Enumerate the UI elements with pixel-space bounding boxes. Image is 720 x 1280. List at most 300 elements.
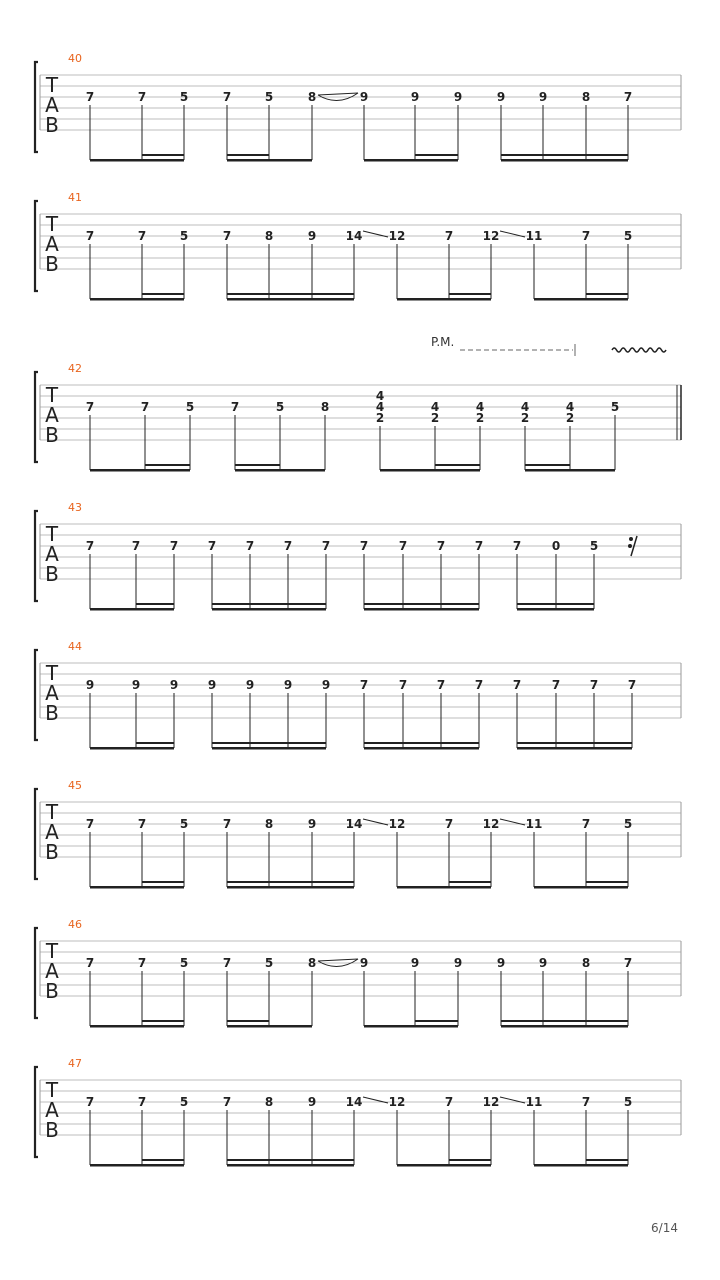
system-bracket <box>35 1067 38 1157</box>
note <box>360 539 368 609</box>
beam-primary <box>90 608 174 611</box>
note <box>265 229 273 299</box>
tab-clef-letter: A <box>45 232 59 256</box>
note <box>360 956 368 1026</box>
tab-clef-letter: T <box>45 800 59 824</box>
note <box>170 678 178 748</box>
tab-clef-letter: T <box>45 661 59 685</box>
fret-number: 9 <box>283 678 293 692</box>
beam-primary <box>90 1025 184 1028</box>
fret-number: 12 <box>388 229 406 243</box>
beam-secondary <box>501 154 628 156</box>
fret-number: 7 <box>512 539 522 553</box>
fret-number: 5 <box>264 90 274 104</box>
note <box>454 90 462 160</box>
beam-primary <box>212 747 326 750</box>
fret-number: 7 <box>137 956 147 970</box>
note <box>582 817 590 887</box>
note <box>624 229 632 299</box>
fret-number: 7 <box>137 90 147 104</box>
note <box>308 817 316 887</box>
fret-number: 7 <box>359 678 369 692</box>
fret-number: 7 <box>581 1095 591 1109</box>
beam-secondary <box>364 603 479 605</box>
fret-number: 7 <box>222 1095 232 1109</box>
note <box>360 678 368 748</box>
beam-primary <box>364 1025 458 1028</box>
note <box>308 229 316 299</box>
note <box>399 678 407 748</box>
beam-secondary <box>525 464 570 466</box>
note <box>284 678 292 748</box>
note <box>445 817 453 887</box>
fret-number: 4 <box>520 400 530 414</box>
fret-number: 5 <box>589 539 599 553</box>
note <box>180 90 188 160</box>
fret-number: 7 <box>444 817 454 831</box>
fret-number: 7 <box>222 956 232 970</box>
note <box>138 1095 146 1165</box>
note <box>276 400 284 470</box>
beam-secondary <box>449 881 491 883</box>
fret-number: 8 <box>264 1095 274 1109</box>
fret-number: 7 <box>589 678 599 692</box>
note <box>437 539 445 609</box>
note <box>138 229 146 299</box>
note <box>526 817 543 887</box>
fret-number: 4 <box>475 400 485 414</box>
fret-number: 5 <box>623 817 633 831</box>
tab-clef-letter: T <box>45 212 59 236</box>
fret-number: 7 <box>398 678 408 692</box>
tab-clef-letter: T <box>45 383 59 407</box>
tab-system-45 <box>35 779 681 889</box>
system-bracket <box>35 201 38 291</box>
beam-secondary <box>415 1020 458 1022</box>
beam-primary <box>90 886 184 889</box>
fret-number: 2 <box>565 411 575 425</box>
note <box>539 956 547 1026</box>
note <box>360 90 368 160</box>
fret-number: 7 <box>85 817 95 831</box>
note <box>526 1095 543 1165</box>
beam-secondary <box>227 1020 269 1022</box>
beam-primary <box>227 298 354 301</box>
fret-number: 5 <box>179 956 189 970</box>
tab-clef-letter: A <box>45 1098 59 1122</box>
note <box>265 817 273 887</box>
beam-primary <box>90 298 184 301</box>
measure-number: 41 <box>68 191 82 204</box>
fret-number: 5 <box>179 90 189 104</box>
beam-primary <box>517 608 594 611</box>
fret-number: 7 <box>85 539 95 553</box>
fret-number: 7 <box>444 229 454 243</box>
note <box>497 956 505 1026</box>
bend-line <box>318 93 358 95</box>
beam-primary <box>90 1164 184 1167</box>
tab-clef-letter: A <box>45 93 59 117</box>
note <box>411 956 419 1026</box>
note <box>223 956 231 1026</box>
beam-secondary <box>517 603 594 605</box>
fret-number: 7 <box>222 817 232 831</box>
rest-dot <box>629 537 633 541</box>
fret-number: 14 <box>345 817 363 831</box>
beam-primary <box>517 747 632 750</box>
tab-system-40 <box>35 52 681 162</box>
system-bracket <box>35 511 38 601</box>
fret-number: 7 <box>137 817 147 831</box>
tab-clef-letter: T <box>45 939 59 963</box>
beam-primary <box>534 1164 628 1167</box>
fret-number: 14 <box>345 229 363 243</box>
system-bracket <box>35 650 38 740</box>
note <box>483 817 525 887</box>
fret-number: 8 <box>320 400 330 414</box>
fret-number: 7 <box>222 229 232 243</box>
fret-number: 7 <box>623 956 633 970</box>
beam-secondary <box>142 154 184 156</box>
fret-number: 8 <box>264 229 274 243</box>
fret-number: 9 <box>169 678 179 692</box>
beam-primary <box>501 1025 628 1028</box>
fret-number: 14 <box>345 1095 363 1109</box>
note <box>566 400 574 470</box>
note <box>445 229 453 299</box>
beam-secondary <box>142 293 184 295</box>
note <box>582 956 590 1026</box>
fret-number: 5 <box>610 400 620 414</box>
measure-number: 43 <box>68 501 82 514</box>
note <box>582 90 590 160</box>
note <box>321 400 329 470</box>
beam-primary <box>397 298 491 301</box>
tab-clef-letter: T <box>45 1078 59 1102</box>
beam-primary <box>227 1164 354 1167</box>
note <box>389 229 406 299</box>
note <box>322 539 330 609</box>
measure-number: 45 <box>68 779 82 792</box>
fret-number: 7 <box>474 539 484 553</box>
beam-secondary <box>142 881 184 883</box>
tab-clef-letter: A <box>45 820 59 844</box>
tab-clef-letter: A <box>45 681 59 705</box>
beam-secondary <box>435 464 480 466</box>
tab-clef-letter: T <box>45 73 59 97</box>
note <box>389 1095 406 1165</box>
tab-clef-letter: T <box>45 522 59 546</box>
beam-primary <box>90 747 174 750</box>
tab-clef-letter: B <box>45 423 59 447</box>
palm-mute-label: P.M. <box>431 335 455 349</box>
tab-clef-letter: B <box>45 562 59 586</box>
beam-primary <box>364 747 479 750</box>
beam-secondary <box>227 1159 354 1161</box>
beam-primary <box>501 159 628 162</box>
note <box>475 678 483 748</box>
beam-secondary <box>212 603 326 605</box>
beam-primary <box>397 1164 491 1167</box>
beam-secondary <box>212 742 326 744</box>
tab-clef-letter: B <box>45 840 59 864</box>
fret-number: 7 <box>137 1095 147 1109</box>
measure-number: 47 <box>68 1057 82 1070</box>
note <box>590 678 598 748</box>
beam-primary <box>212 608 326 611</box>
beam-secondary <box>364 742 479 744</box>
fret-number: 7 <box>474 678 484 692</box>
fret-number: 9 <box>359 956 369 970</box>
note <box>513 678 521 748</box>
fret-number: 9 <box>131 678 141 692</box>
fret-number: 5 <box>185 400 195 414</box>
note <box>180 817 188 887</box>
note <box>223 229 231 299</box>
fret-number: 7 <box>551 678 561 692</box>
note <box>611 400 619 470</box>
fret-number: 9 <box>359 90 369 104</box>
note <box>582 229 590 299</box>
note <box>86 90 94 160</box>
fret-number: 12 <box>482 229 500 243</box>
fret-number: 5 <box>623 1095 633 1109</box>
fret-number: 5 <box>179 229 189 243</box>
fret-number: 7 <box>436 678 446 692</box>
fret-number: 5 <box>275 400 285 414</box>
note <box>475 539 483 609</box>
tab-system-44 <box>35 640 681 750</box>
beam-secondary <box>586 881 628 883</box>
fret-number: 7 <box>230 400 240 414</box>
beam-primary <box>534 886 628 889</box>
beam-primary <box>90 469 190 472</box>
note <box>138 90 146 160</box>
tab-clef-letter: A <box>45 403 59 427</box>
fret-number: 8 <box>581 956 591 970</box>
tab-clef-letter: B <box>45 113 59 137</box>
fret-number: 7 <box>140 400 150 414</box>
fret-number: 12 <box>388 817 406 831</box>
measure-number: 40 <box>68 52 82 65</box>
beam-primary <box>227 1025 312 1028</box>
note <box>86 539 94 609</box>
fret-number: 7 <box>321 539 331 553</box>
note <box>454 956 462 1026</box>
fret-number: 7 <box>85 229 95 243</box>
note <box>513 539 521 609</box>
note <box>265 90 273 160</box>
note <box>265 1095 273 1165</box>
note <box>138 956 146 1026</box>
tab-clef-letter: B <box>45 1118 59 1142</box>
fret-number: 9 <box>321 678 331 692</box>
fret-number: 11 <box>525 1095 543 1109</box>
note <box>223 90 231 160</box>
fret-number: 9 <box>85 678 95 692</box>
page-number: 6/14 <box>651 1221 678 1235</box>
fret-number: 9 <box>453 956 463 970</box>
system-bracket <box>35 928 38 1018</box>
note <box>308 956 358 1026</box>
beam-primary <box>235 469 325 472</box>
tab-clef-letter: B <box>45 701 59 725</box>
fret-number: 9 <box>538 956 548 970</box>
measure-number: 44 <box>68 640 82 653</box>
fret-number: 5 <box>179 1095 189 1109</box>
note <box>208 678 216 748</box>
fret-number: 7 <box>85 90 95 104</box>
fret-number: 5 <box>264 956 274 970</box>
beam-primary <box>397 886 491 889</box>
fret-number: 7 <box>436 539 446 553</box>
tab-clef-letter: A <box>45 542 59 566</box>
fret-number: 2 <box>430 411 440 425</box>
measure-number: 46 <box>68 918 82 931</box>
fret-number: 7 <box>169 539 179 553</box>
fret-number: 7 <box>444 1095 454 1109</box>
note <box>399 539 407 609</box>
beam-secondary <box>145 464 190 466</box>
fret-number: 8 <box>307 956 317 970</box>
beam-secondary <box>227 154 269 156</box>
note <box>346 229 388 299</box>
fret-number: 7 <box>85 400 95 414</box>
fret-number: 7 <box>245 539 255 553</box>
note <box>483 229 525 299</box>
fret-number: 4 <box>375 400 385 414</box>
beam-secondary <box>586 293 628 295</box>
fret-number: 7 <box>512 678 522 692</box>
system-bracket <box>35 789 38 879</box>
note <box>411 90 419 160</box>
fret-number: 12 <box>482 1095 500 1109</box>
note <box>552 539 560 609</box>
tab-system-42 <box>35 335 681 472</box>
note <box>180 956 188 1026</box>
measure-number: 42 <box>68 362 82 375</box>
beam-primary <box>227 159 312 162</box>
fret-number: 4 <box>375 389 385 403</box>
fret-number: 12 <box>388 1095 406 1109</box>
beam-primary <box>380 469 480 472</box>
beam-secondary <box>142 1020 184 1022</box>
beam-primary <box>364 159 458 162</box>
note <box>431 400 439 470</box>
fret-number: 0 <box>551 539 561 553</box>
system-bracket <box>35 62 38 152</box>
fret-number: 11 <box>525 817 543 831</box>
note <box>231 400 239 470</box>
beam-secondary <box>136 603 174 605</box>
note <box>346 817 388 887</box>
tab-clef-letter: A <box>45 959 59 983</box>
fret-number: 8 <box>581 90 591 104</box>
note <box>483 1095 525 1165</box>
note <box>284 539 292 609</box>
note <box>86 400 94 470</box>
note <box>445 1095 453 1165</box>
note <box>141 400 149 470</box>
fret-number: 9 <box>538 90 548 104</box>
fret-number: 2 <box>375 411 385 425</box>
fret-number: 5 <box>179 817 189 831</box>
note <box>180 1095 188 1165</box>
tab-clef-letter: B <box>45 252 59 276</box>
fret-number: 9 <box>410 956 420 970</box>
fret-number: 7 <box>131 539 141 553</box>
beam-secondary <box>142 1159 184 1161</box>
beam-secondary <box>227 293 354 295</box>
note <box>521 400 529 470</box>
note <box>138 817 146 887</box>
beam-secondary <box>449 293 491 295</box>
fret-number: 7 <box>359 539 369 553</box>
note <box>389 817 406 887</box>
fret-number: 9 <box>307 229 317 243</box>
fret-number: 9 <box>245 678 255 692</box>
note <box>223 1095 231 1165</box>
beam-primary <box>534 298 628 301</box>
beam-secondary <box>586 1159 628 1161</box>
beam-secondary <box>227 881 354 883</box>
system-bracket <box>35 372 38 462</box>
note <box>539 90 547 160</box>
note <box>552 678 560 748</box>
fret-number: 9 <box>307 1095 317 1109</box>
fret-number: 7 <box>85 956 95 970</box>
rest-dot <box>628 544 632 548</box>
tab-clef-letter: B <box>45 979 59 1003</box>
fret-number: 9 <box>410 90 420 104</box>
note <box>186 400 194 470</box>
note <box>246 678 254 748</box>
tab-system-46 <box>35 918 681 1028</box>
fret-number: 7 <box>581 817 591 831</box>
note <box>497 90 505 160</box>
fret-number: 9 <box>496 90 506 104</box>
fret-number: 8 <box>307 90 317 104</box>
note <box>132 678 140 748</box>
fret-number: 7 <box>398 539 408 553</box>
note <box>308 90 358 160</box>
fret-number: 4 <box>565 400 575 414</box>
tab-system-47 <box>35 1057 681 1167</box>
fret-number: 7 <box>623 90 633 104</box>
beam-primary <box>525 469 615 472</box>
fret-number: 9 <box>307 817 317 831</box>
note <box>86 1095 94 1165</box>
note <box>246 539 254 609</box>
note <box>476 400 484 470</box>
fret-number: 5 <box>623 229 633 243</box>
beam-primary <box>227 886 354 889</box>
fret-number: 2 <box>520 411 530 425</box>
note <box>86 678 94 748</box>
note <box>624 90 632 160</box>
fret-number: 4 <box>430 400 440 414</box>
note <box>86 229 94 299</box>
fret-number: 9 <box>453 90 463 104</box>
fret-number: 7 <box>85 1095 95 1109</box>
note <box>265 956 273 1026</box>
note <box>624 817 632 887</box>
tab-system-41 <box>35 191 681 301</box>
beam-secondary <box>449 1159 491 1161</box>
note <box>582 1095 590 1165</box>
note <box>86 956 94 1026</box>
fret-number: 12 <box>482 817 500 831</box>
